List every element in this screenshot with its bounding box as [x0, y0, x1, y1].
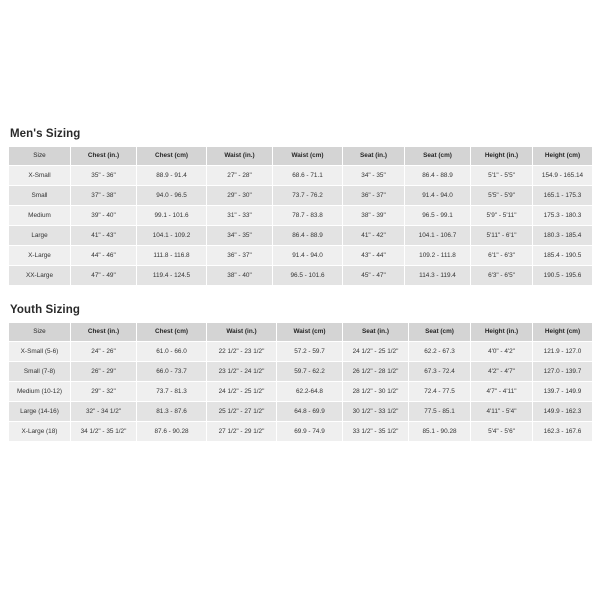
table-row	[9, 422, 593, 442]
cell-waist-cm: 57.2 - 59.7	[277, 342, 343, 362]
youth-table-body	[9, 342, 593, 442]
table-header-row	[9, 147, 593, 166]
table-row	[9, 186, 593, 206]
cell-chest-cm: 111.8 - 116.8	[137, 246, 207, 266]
cell-height-cm: 139.7 - 149.9	[533, 382, 593, 402]
cell-height-cm: 165.1 - 175.3	[533, 186, 593, 206]
column-header-height-in: Height (in.)	[471, 323, 533, 342]
column-header-height-cm: Height (cm)	[533, 323, 593, 342]
cell-size: Large	[9, 226, 71, 246]
cell-height-cm: 185.4 - 190.5	[533, 246, 593, 266]
cell-size: X-Small (5-6)	[9, 342, 71, 362]
cell-waist-in: 22 1/2" - 23 1/2"	[207, 342, 277, 362]
column-header-seat-in: Seat (in.)	[343, 147, 405, 166]
table-row	[9, 206, 593, 226]
cell-seat-cm: 77.5 - 85.1	[409, 402, 471, 422]
cell-waist-in: 23 1/2" - 24 1/2"	[207, 362, 277, 382]
cell-chest-cm: 88.9 - 91.4	[137, 166, 207, 186]
cell-seat-in: 43" - 44"	[343, 246, 405, 266]
cell-waist-cm: 59.7 - 62.2	[277, 362, 343, 382]
cell-seat-cm: 91.4 - 94.0	[405, 186, 471, 206]
cell-waist-in: 36" - 37"	[207, 246, 273, 266]
table-row	[9, 166, 593, 186]
cell-seat-in: 36" - 37"	[343, 186, 405, 206]
cell-chest-in: 44" - 46"	[71, 246, 137, 266]
cell-height-in: 5'11" - 6'1"	[471, 226, 533, 246]
cell-size: X-Large (18)	[9, 422, 71, 442]
cell-height-in: 6'3" - 6'5"	[471, 266, 533, 286]
table-row	[9, 382, 593, 402]
column-header-waist-in: Waist (in.)	[207, 323, 277, 342]
cell-seat-in: 26 1/2" - 28 1/2"	[343, 362, 409, 382]
cell-waist-cm: 64.8 - 69.9	[277, 402, 343, 422]
cell-waist-in: 25 1/2" - 27 1/2"	[207, 402, 277, 422]
cell-seat-cm: 67.3 - 72.4	[409, 362, 471, 382]
cell-height-in: 5'4" - 5'6"	[471, 422, 533, 442]
table-row	[9, 362, 593, 382]
cell-chest-cm: 81.3 - 87.6	[137, 402, 207, 422]
cell-chest-in: 35" - 36"	[71, 166, 137, 186]
cell-height-cm: 154.9 - 165.14	[533, 166, 593, 186]
size-chart-content	[8, 128, 592, 442]
cell-chest-cm: 104.1 - 109.2	[137, 226, 207, 246]
cell-waist-in: 38" - 40"	[207, 266, 273, 286]
table-row	[9, 246, 593, 266]
column-header-chest-cm: Chest (cm)	[137, 323, 207, 342]
cell-height-cm: 121.9 - 127.0	[533, 342, 593, 362]
cell-seat-cm: 96.5 - 99.1	[405, 206, 471, 226]
cell-chest-cm: 73.7 - 81.3	[137, 382, 207, 402]
cell-chest-in: 34 1/2" - 35 1/2"	[71, 422, 137, 442]
cell-waist-cm: 69.9 - 74.9	[277, 422, 343, 442]
cell-seat-in: 34" - 35"	[343, 166, 405, 186]
cell-seat-cm: 114.3 - 119.4	[405, 266, 471, 286]
cell-chest-in: 32" - 34 1/2"	[71, 402, 137, 422]
mens-sizing-title: Men's Sizing	[10, 128, 81, 140]
column-header-height-cm: Height (cm)	[533, 147, 593, 166]
cell-height-in: 5'9" - 5'11"	[471, 206, 533, 226]
cell-height-cm: 162.3 - 167.6	[533, 422, 593, 442]
cell-height-in: 6'1" - 6'3"	[471, 246, 533, 266]
cell-chest-cm: 66.0 - 73.7	[137, 362, 207, 382]
cell-height-cm: 175.3 - 180.3	[533, 206, 593, 226]
cell-waist-in: 34" - 35"	[207, 226, 273, 246]
cell-chest-cm: 99.1 - 101.6	[137, 206, 207, 226]
cell-chest-cm: 94.0 - 96.5	[137, 186, 207, 206]
mens-sizing-table	[8, 146, 593, 286]
column-header-seat-cm: Seat (cm)	[409, 323, 471, 342]
table-row	[9, 402, 593, 422]
cell-waist-cm: 78.7 - 83.8	[273, 206, 343, 226]
youth-sizing-section	[8, 304, 592, 442]
cell-waist-cm: 62.2-64.8	[277, 382, 343, 402]
cell-chest-in: 37" - 38"	[71, 186, 137, 206]
cell-seat-cm: 104.1 - 106.7	[405, 226, 471, 246]
column-header-size: Size	[9, 147, 71, 166]
cell-chest-in: 41" - 43"	[71, 226, 137, 246]
cell-seat-in: 41" - 42"	[343, 226, 405, 246]
cell-size: XX-Large	[9, 266, 71, 286]
table-row	[9, 266, 593, 286]
cell-seat-cm: 62.2 - 67.3	[409, 342, 471, 362]
cell-chest-in: 39" - 40"	[71, 206, 137, 226]
cell-size: Large (14-16)	[9, 402, 71, 422]
cell-height-in: 4'11" - 5'4"	[471, 402, 533, 422]
table-header-row	[9, 323, 593, 342]
mens-table-header	[9, 147, 593, 166]
cell-seat-cm: 109.2 - 111.8	[405, 246, 471, 266]
youth-table-header	[9, 323, 593, 342]
cell-waist-in: 29" - 30"	[207, 186, 273, 206]
cell-height-in: 4'2" - 4'7"	[471, 362, 533, 382]
table-row	[9, 226, 593, 246]
cell-chest-cm: 119.4 - 124.5	[137, 266, 207, 286]
cell-chest-in: 24" - 26"	[71, 342, 137, 362]
cell-waist-cm: 96.5 - 101.6	[273, 266, 343, 286]
cell-height-cm: 149.9 - 162.3	[533, 402, 593, 422]
column-header-seat-cm: Seat (cm)	[405, 147, 471, 166]
cell-seat-in: 38" - 39"	[343, 206, 405, 226]
cell-size: Medium	[9, 206, 71, 226]
cell-height-in: 4'7" - 4'11"	[471, 382, 533, 402]
column-header-chest-cm: Chest (cm)	[137, 147, 207, 166]
cell-chest-cm: 87.6 - 90.28	[137, 422, 207, 442]
column-header-waist-cm: Waist (cm)	[277, 323, 343, 342]
cell-seat-in: 33 1/2" - 35 1/2"	[343, 422, 409, 442]
mens-table-body	[9, 166, 593, 286]
column-header-waist-cm: Waist (cm)	[273, 147, 343, 166]
column-header-size: Size	[9, 323, 71, 342]
cell-seat-in: 45" - 47"	[343, 266, 405, 286]
cell-waist-cm: 68.6 - 71.1	[273, 166, 343, 186]
cell-seat-in: 30 1/2" - 33 1/2"	[343, 402, 409, 422]
cell-waist-in: 24 1/2" - 25 1/2"	[207, 382, 277, 402]
column-header-chest-in: Chest (in.)	[71, 323, 137, 342]
column-header-seat-in: Seat (in.)	[343, 323, 409, 342]
cell-chest-in: 47" - 49"	[71, 266, 137, 286]
table-row	[9, 342, 593, 362]
cell-size: X-Large	[9, 246, 71, 266]
youth-sizing-title: Youth Sizing	[10, 304, 80, 316]
cell-size: X-Small	[9, 166, 71, 186]
column-header-height-in: Height (in.)	[471, 147, 533, 166]
cell-waist-cm: 91.4 - 94.0	[273, 246, 343, 266]
cell-height-in: 5'1" - 5'5"	[471, 166, 533, 186]
cell-waist-in: 31" - 33"	[207, 206, 273, 226]
cell-seat-cm: 86.4 - 88.9	[405, 166, 471, 186]
cell-chest-in: 29" - 32"	[71, 382, 137, 402]
cell-waist-cm: 73.7 - 76.2	[273, 186, 343, 206]
cell-size: Small	[9, 186, 71, 206]
cell-seat-in: 24 1/2" - 25 1/2"	[343, 342, 409, 362]
mens-sizing-section	[8, 128, 592, 286]
column-header-waist-in: Waist (in.)	[207, 147, 273, 166]
cell-chest-in: 26" - 29"	[71, 362, 137, 382]
cell-waist-cm: 86.4 - 88.9	[273, 226, 343, 246]
column-header-chest-in: Chest (in.)	[71, 147, 137, 166]
cell-size: Medium (10-12)	[9, 382, 71, 402]
youth-sizing-table	[8, 322, 593, 442]
cell-height-cm: 190.5 - 195.6	[533, 266, 593, 286]
cell-height-cm: 180.3 - 185.4	[533, 226, 593, 246]
cell-chest-cm: 61.0 - 66.0	[137, 342, 207, 362]
cell-height-cm: 127.0 - 139.7	[533, 362, 593, 382]
cell-waist-in: 27 1/2" - 29 1/2"	[207, 422, 277, 442]
cell-waist-in: 27" - 28"	[207, 166, 273, 186]
cell-seat-cm: 85.1 - 90.28	[409, 422, 471, 442]
cell-size: Small (7-8)	[9, 362, 71, 382]
cell-seat-cm: 72.4 - 77.5	[409, 382, 471, 402]
cell-seat-in: 28 1/2" - 30 1/2"	[343, 382, 409, 402]
cell-height-in: 5'5" - 5'9"	[471, 186, 533, 206]
cell-height-in: 4'0" - 4'2"	[471, 342, 533, 362]
